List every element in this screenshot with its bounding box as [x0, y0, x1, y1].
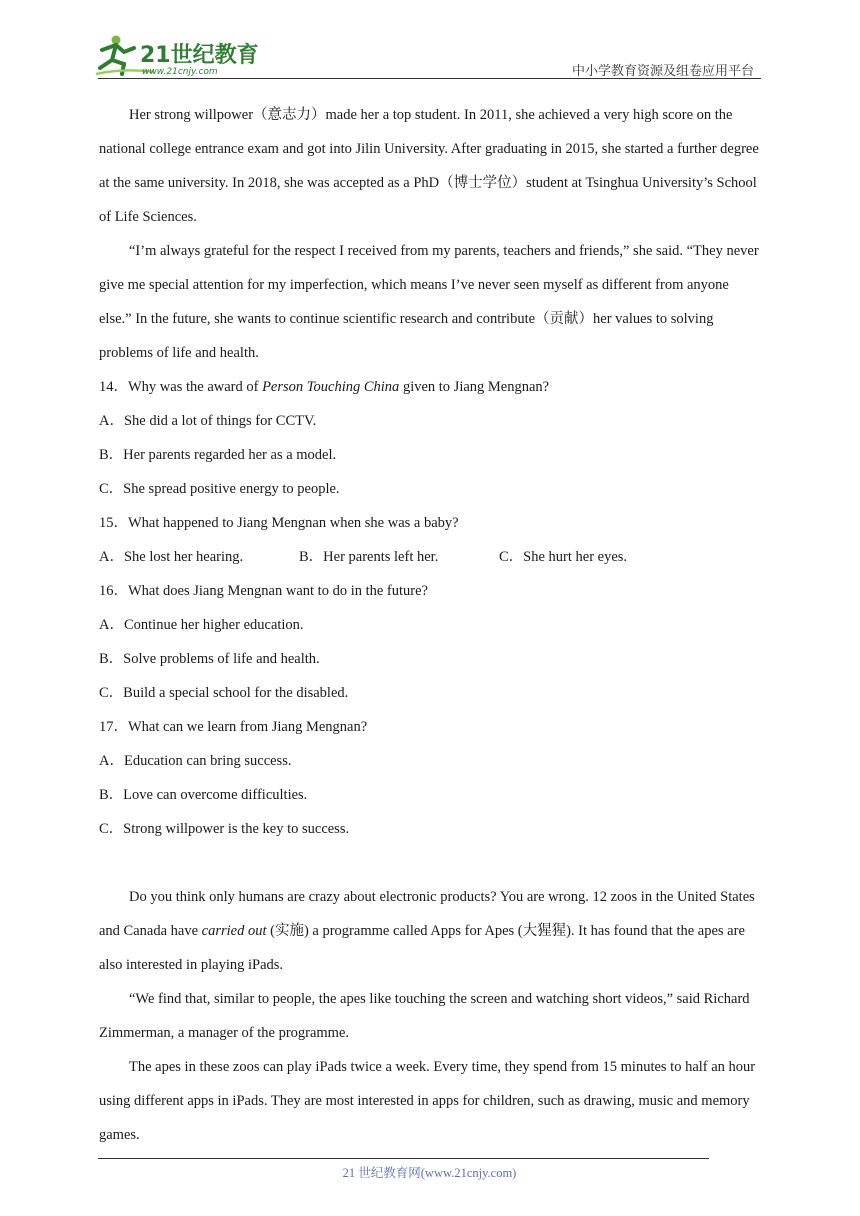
question-15-option-c: C．She hurt her eyes.: [499, 549, 628, 565]
section-gap: [99, 846, 762, 880]
question-14: [99, 370, 762, 404]
question-16-option-a: A．Continue her higher education.: [99, 617, 304, 633]
question-15-options: [99, 540, 762, 574]
question-14-after: given to Jiang Mengnan?: [399, 379, 550, 395]
passage2-p1-after: (实施) a programme called Apps for Apes (大猩猩). It has found that the apes are also interested in playing iPads.: [99, 923, 745, 973]
question-17-option-b: B．Love can overcome difficulties.: [99, 787, 308, 803]
passage1-paragraph-1: Her strong willpower（意志力）made her a top student. In 2011, she achieved a very high score on the national college entrance exam and got into Jilin University. After graduating in 2015, she started a further degree at the same university. In 2018, she was accepted as a PhD（博士学位）student at Tsinghua University’s School of Life Sciences.: [99, 107, 759, 225]
runner-logo-icon: [94, 34, 259, 78]
question-15-option-a: A．She lost her hearing.: [99, 549, 244, 565]
passage1-paragraph-2: “I’m always grateful for the respect I received from my parents, teachers and friends,” she said. “They never give me special attention for my imperfection, which means I’ve never seen myself as different from anyone else.” In the future, she wants to continue scientific research and contribute（贡献）her values to solving problems of life and health.: [99, 243, 759, 361]
passage2-p1-phrase: carried out: [201, 923, 267, 939]
question-15: 15．What happened to Jiang Mengnan when she was a baby?: [99, 515, 459, 531]
footer-divider: [98, 1158, 709, 1159]
passage2-p1-before: Do you think only humans are crazy about electronic products? You are wrong. 12 zoos in the United States and Canada have: [99, 889, 755, 939]
svg-text:www.21cnjy.com: www.21cnjy.com: [142, 67, 218, 77]
passage2-paragraph-1: [99, 880, 762, 982]
svg-text:21世纪教育: 21世纪教育: [140, 43, 259, 68]
header-platform-text: 中小学教育资源及组卷应用平台: [571, 64, 754, 79]
header-divider: [98, 78, 761, 79]
passage2-paragraph-3: The apes in these zoos can play iPads twice a week. Every time, they spend from 15 minutes to half an hour using different apps in iPads. They are most interested in apps for children, such as drawing, music and memory games.: [99, 1059, 756, 1143]
question-16: 16．What does Jiang Mengnan want to do in the future?: [99, 583, 428, 599]
footer-site-text: 21 世纪教育网(www.21cnjy.com): [342, 1166, 517, 1180]
question-17: 17．What can we learn from Jiang Mengnan?: [99, 719, 368, 735]
question-16-option-c: C．Build a special school for the disabled.: [99, 685, 349, 701]
question-14-before: 14．Why was the award of: [99, 379, 263, 395]
question-14-option-c: C．She spread positive energy to people.: [99, 481, 340, 497]
passage2-paragraph-2: “We find that, similar to people, the apes like touching the screen and watching short videos,” said Richard Zimmerman, a manager of the programme.: [99, 991, 750, 1041]
document-body: [99, 98, 762, 1152]
question-14-option-a: A．She did a lot of things for CCTV.: [99, 413, 317, 429]
question-16-option-b: B．Solve problems of life and health.: [99, 651, 320, 667]
question-17-option-a: A．Education can bring success.: [99, 753, 292, 769]
question-15-option-b: B．Her parents left her.: [299, 549, 439, 565]
question-14-option-b: B．Her parents regarded her as a model.: [99, 447, 337, 463]
site-logo: [94, 34, 259, 78]
question-14-title: Person Touching China: [262, 379, 400, 395]
question-17-option-c: C．Strong willpower is the key to success.: [99, 821, 350, 837]
